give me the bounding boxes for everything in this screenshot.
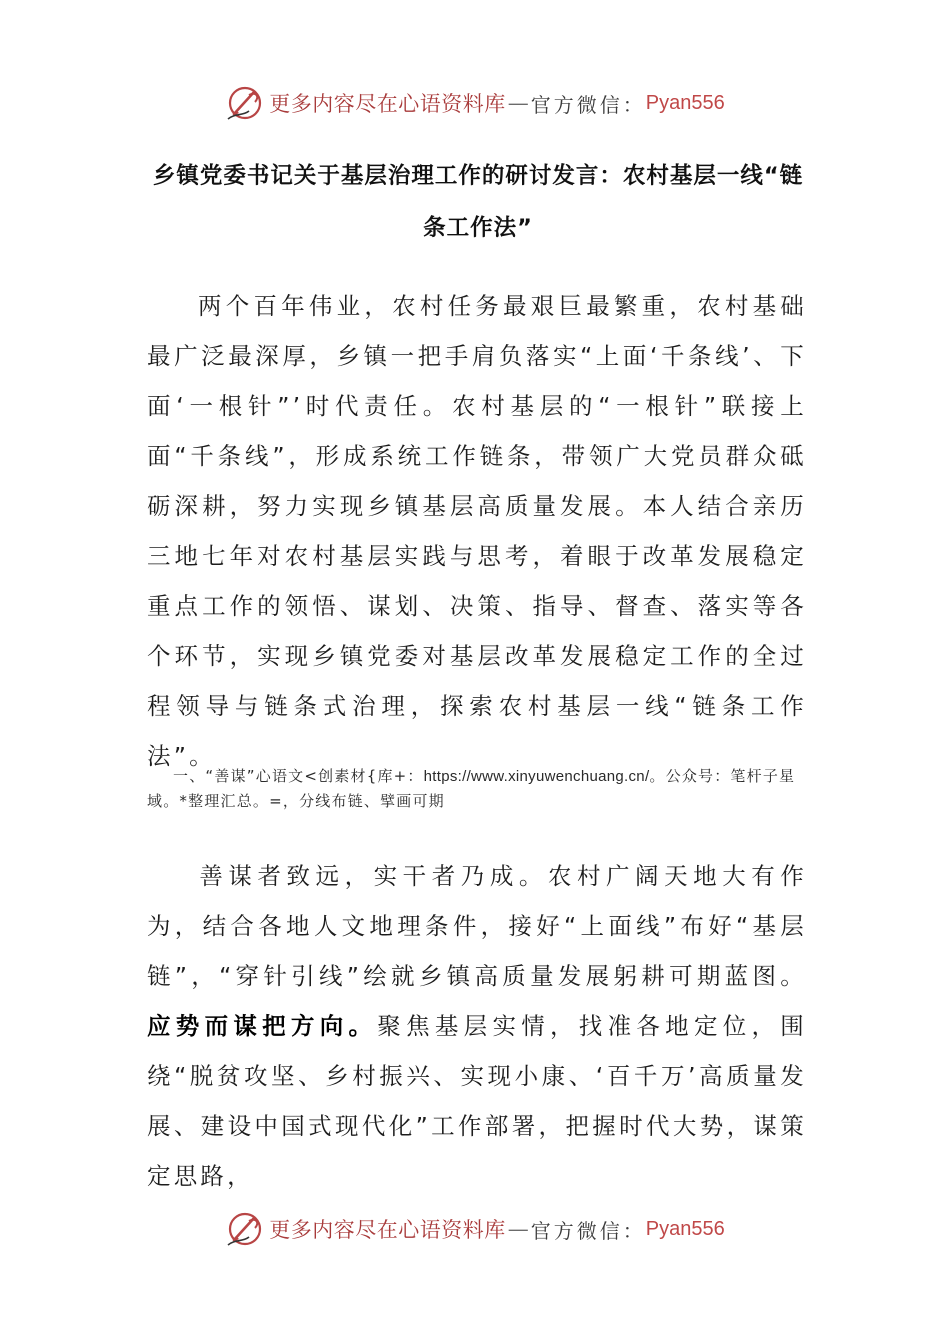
para2-bold-phrase: 应势而谋把方向。 <box>147 1012 378 1040</box>
para2-end: 聚焦基层实情，找准各地定位，围绕“脱贫攻坚、乡村振兴、实现小康、‘百千万’高质量发展、建设中国式现代化”工作部署，把握时代大势，谋策定思路， <box>147 1012 807 1190</box>
banner-text: 更多内容尽在心语资料库 <box>269 92 506 116</box>
document-title: 乡镇党委书记关于基层治理工作的研讨发言：农村基层一线“链条工作法” <box>152 163 804 241</box>
banner-separator: — <box>507 1217 529 1241</box>
header-banner <box>0 81 950 125</box>
intro-text: 两个百年伟业，农村任务最艰巨最繁重，农村基础最广泛最深厚，乡镇一把手肩负落实“上面‘千条线’、下面‘一根针”’时代责任。农村基层的“一根针”联接上面“千条线”，形成系统工作链条，带领广大党员群众砥砺深耕，努力实现乡镇基层高质量发展。本人结合亲历三地七年对农村基层实践与思考，着眼于改革发展稳定重点工作的领悟、谋划、决策、指导、督查、落实等各个环节，实现乡镇党委对基层改革发展稳定工作的全过程领导与链条式治理，探索农村基层一线“链条工作法”。 <box>147 292 807 770</box>
banner-contact-id: Pyan556 <box>645 91 725 114</box>
footer-banner <box>0 1207 950 1251</box>
banner-contact-label: 官方微信： <box>530 1218 646 1243</box>
pen-logo-icon <box>225 1209 265 1249</box>
section-heading-note <box>147 764 797 814</box>
body-paragraph <box>147 851 807 1201</box>
pen-logo-icon <box>225 83 265 123</box>
note-url: https://www.xinyuwenchuang.cn/ <box>423 768 650 785</box>
note-text-after-url: 。公众号：笔杆子星域。*整理汇总。=，分线布链、擘画可期 <box>147 767 796 810</box>
banner-contact-id: Pyan556 <box>645 1217 725 1240</box>
intro-paragraph <box>147 281 807 781</box>
note-text-before-url: 一、“善谋”心语文<创素材{库+： <box>173 767 424 785</box>
banner-text: 更多内容尽在心语资料库 <box>269 1218 506 1242</box>
banner-contact-label: 官方微信： <box>530 92 646 117</box>
banner-separator: — <box>507 91 529 115</box>
para2-start: 善谋者致远，实干者乃成。农村广阔天地大有作为，结合各地人文地理条件，接好“上面线”布好“基层链”，“穿针引线”绘就乡镇高质量发展躬耕可期蓝图。 <box>147 862 807 990</box>
